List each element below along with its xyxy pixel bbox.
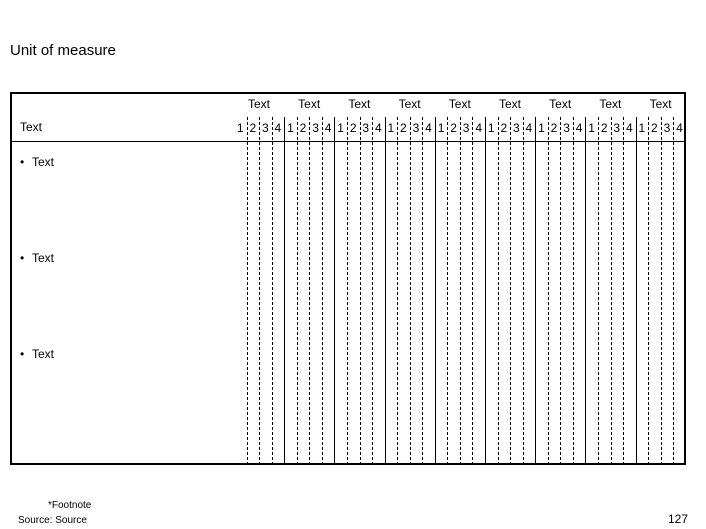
quarter-label: 4	[274, 121, 282, 135]
quarter-label: 2	[450, 121, 457, 135]
quarter-divider	[297, 117, 298, 465]
quarter-divider	[410, 117, 411, 465]
quarter-divider	[447, 117, 448, 465]
quarter-divider	[573, 117, 574, 465]
quarter-label: 1	[337, 121, 344, 135]
quarter-label: 2	[349, 121, 357, 135]
column-header: Text	[247, 97, 270, 111]
quarter-divider	[347, 117, 348, 465]
quarter-label: 3	[262, 121, 269, 135]
column-header: Text	[298, 97, 321, 111]
quarter-divider	[372, 117, 373, 465]
column-divider	[334, 117, 335, 465]
quarter-divider	[397, 117, 398, 465]
quarter-label: 3	[663, 121, 671, 135]
quarter-label: 3	[613, 121, 621, 135]
quarter-label: 4	[525, 121, 533, 135]
row-header: Text	[20, 120, 43, 134]
quarter-divider	[560, 117, 561, 465]
quarter-label: 2	[550, 121, 558, 135]
quarter-label: 4	[374, 121, 382, 135]
column-divider	[535, 117, 536, 465]
row-label: Text	[32, 155, 55, 169]
source-note: Source: Source	[18, 515, 87, 526]
quarter-label: 1	[588, 121, 595, 135]
quarter-divider	[611, 117, 612, 465]
quarter-label: 1	[487, 121, 495, 135]
list-item	[20, 347, 54, 361]
row-label: Text	[32, 251, 55, 265]
column-header: Text	[448, 97, 471, 111]
quarter-label: 1	[638, 121, 646, 135]
column-header: Text	[498, 97, 521, 111]
quarter-label: 3	[362, 121, 370, 135]
footnote: *Footnote	[48, 500, 92, 511]
page-number: 127	[667, 512, 688, 526]
column-divider	[284, 117, 285, 465]
page-title: Unit of measure	[10, 42, 116, 59]
quarter-label: 4	[475, 121, 483, 135]
quarter-divider	[309, 117, 310, 465]
quarter-divider	[523, 117, 524, 465]
list-item	[20, 251, 54, 265]
quarter-label: 1	[437, 121, 445, 135]
quarter-divider	[623, 117, 624, 465]
quarter-label: 2	[500, 121, 508, 135]
column-divider	[385, 117, 386, 465]
quarter-label: 2	[651, 121, 658, 135]
quarter-divider	[673, 117, 674, 465]
quarter-divider	[422, 117, 423, 465]
quarter-divider	[360, 117, 361, 465]
row-label: Text	[32, 347, 55, 361]
quarter-divider	[661, 117, 662, 465]
quarter-label: 3	[312, 121, 319, 135]
quarter-label: 1	[387, 121, 395, 135]
quarter-label: 2	[249, 121, 257, 135]
column-header: Text	[348, 97, 371, 111]
column-divider	[585, 117, 586, 465]
quarter-label: 4	[324, 121, 332, 135]
quarter-divider	[247, 117, 248, 465]
column-header: Text	[649, 97, 672, 111]
list-item	[20, 155, 54, 169]
quarter-divider	[648, 117, 649, 465]
quarter-label: 3	[412, 121, 420, 135]
quarter-label: 3	[462, 121, 470, 135]
quarter-label: 2	[400, 121, 407, 135]
quarter-divider	[460, 117, 461, 465]
quarter-label: 3	[513, 121, 520, 135]
quarter-divider	[498, 117, 499, 465]
quarter-label: 4	[676, 121, 683, 135]
quarter-label: 4	[575, 121, 583, 135]
quarter-divider	[272, 117, 273, 465]
column-divider	[636, 117, 637, 465]
column-divider	[435, 117, 436, 465]
quarter-divider	[472, 117, 473, 465]
quarter-label: 4	[425, 121, 432, 135]
quarter-label: 3	[563, 121, 570, 135]
quarter-divider	[598, 117, 599, 465]
quarter-label: 1	[287, 121, 294, 135]
bullet-icon: •	[20, 347, 25, 361]
column-header: Text	[398, 97, 421, 111]
column-header: Text	[599, 97, 622, 111]
quarter-divider	[510, 117, 511, 465]
column-header: Text	[549, 97, 572, 111]
quarter-label: 1	[236, 121, 244, 135]
quarter-divider	[259, 117, 260, 465]
quarter-label: 2	[600, 121, 608, 135]
quarter-label: 4	[625, 121, 633, 135]
quarter-divider	[322, 117, 323, 465]
quarter-divider	[548, 117, 549, 465]
column-divider	[485, 117, 486, 465]
quarter-label: 1	[538, 121, 545, 135]
bullet-icon: •	[20, 251, 25, 265]
bullet-icon: •	[20, 155, 25, 169]
quarter-label: 2	[299, 121, 307, 135]
